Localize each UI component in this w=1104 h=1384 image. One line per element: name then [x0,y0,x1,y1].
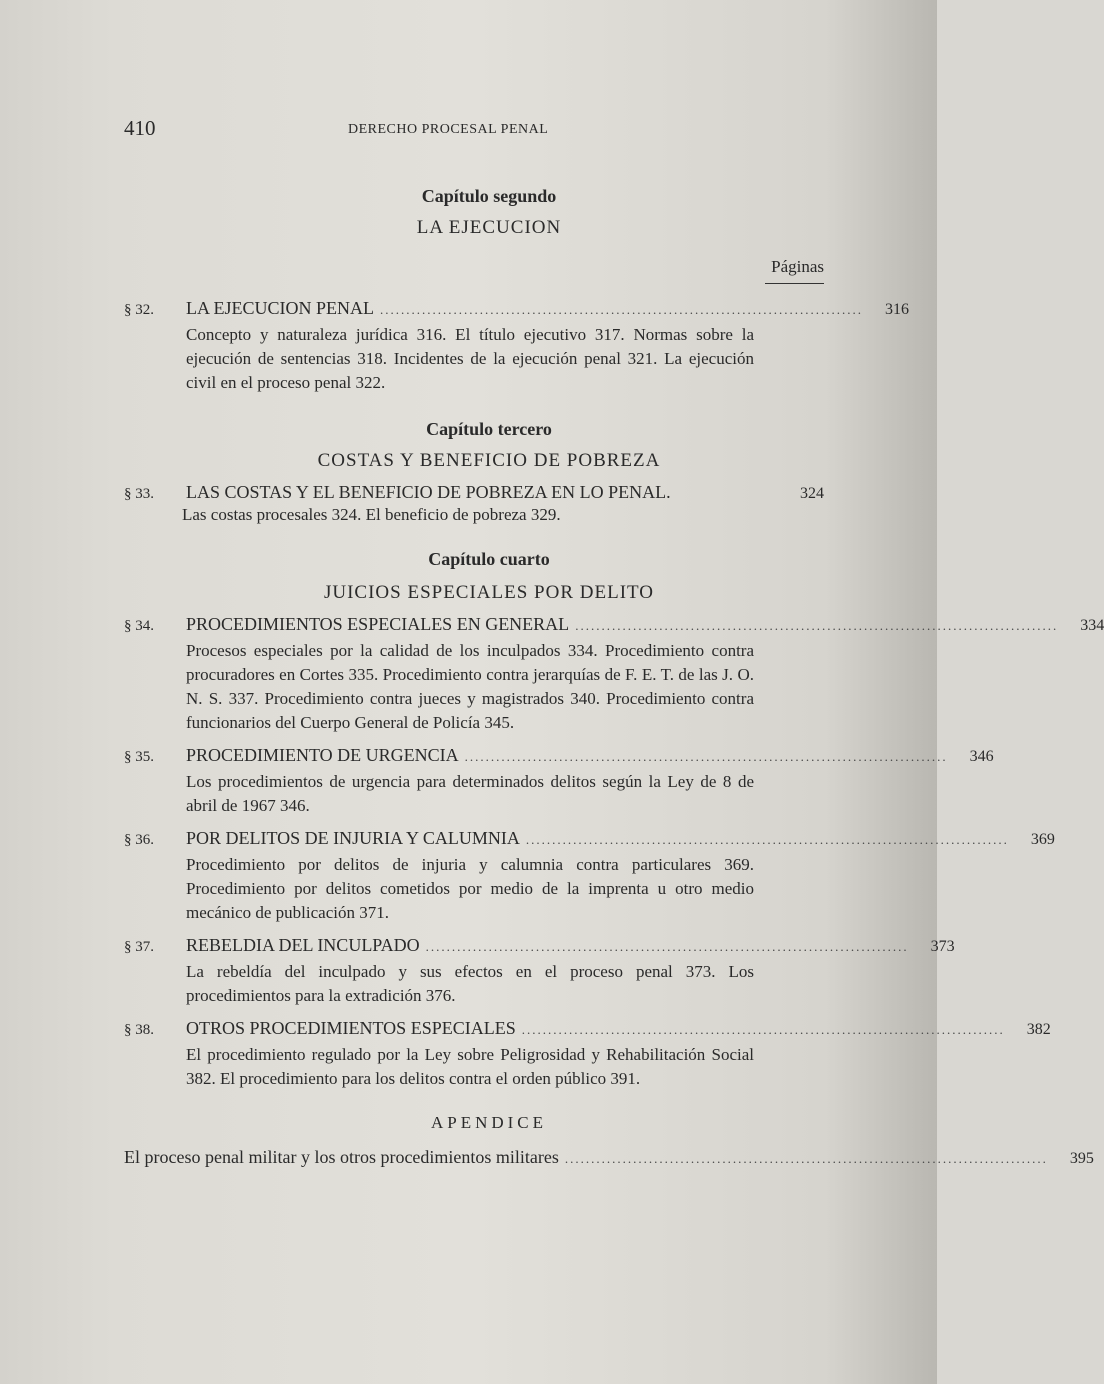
chapter-segundo [124,186,909,395]
appendix [124,1113,1094,1168]
section-number: § 38. [124,1022,154,1038]
section-description: El procedimiento regulado por la Ley sobre Peligrosidad y Rehabilitación Social 382. El procedimiento para los delitos contra el orden público 391. [186,1045,754,1088]
toc-entry [124,482,824,527]
appendix-title: APENDICE [430,1113,548,1132]
section-number: § 32. [124,302,154,318]
chapter-title: LA EJECUCION [416,217,562,238]
section-number: § 36. [124,832,154,848]
leader-dots: ............................................................................................ [525,832,1009,847]
table-of-contents [124,186,1104,1168]
chapter-label: Capítulo tercero [426,419,552,439]
chapter-label: Capítulo cuarto [428,549,550,569]
leader-dots: ............................................................................................ [464,749,948,764]
section-number: § 35. [124,749,154,765]
appendix-page: 395 [1069,1150,1094,1167]
section-page: 334 [1080,617,1104,634]
section-number: § 33. [124,486,154,502]
appendix-entry [124,1147,1094,1168]
leader-dots: ............................................................................................ [564,1151,1048,1166]
section-description: Procesos especiales por la calidad de los inculpados 334. Procedimiento contra procuradores en Cortes 335. Procedimiento contra jerarquías de F. E. T. de las J. O. N. S. 337. Procedimiento contra jueces y magistrados 340. Procedimiento contra funcionarios del Cuerpo General de Policía 345. [186,641,754,732]
section-number: § 34. [124,618,154,634]
chapter-title: COSTAS Y BENEFICIO DE POBREZA [317,450,661,471]
toc-entry [124,745,994,818]
section-description: Las costas procesales 324. El beneficio de pobreza 329. [182,505,561,524]
section-description: La rebeldía del inculpado y sus efectos en el proceso penal 373. Los procedimientos para la extradición 376. [186,962,754,1005]
section-page: 316 [885,301,909,318]
section-description: Procedimiento por delitos de injuria y calumnia contra particulares 369. Procedimiento por delitos cometidos por medio de la imprenta u otro medio mecánico de publicación 371. [186,855,754,922]
toc-entry [124,1018,1051,1091]
section-page: 346 [969,748,994,765]
leader-dots: ............................................................................................ [380,302,863,317]
section-description: Concepto y naturaleza jurídica 316. El título ejecutivo 317. Normas sobre la ejecución de sentencias 318. Incidentes de la ejecución penal 321. La ejecución civil en el proceso penal 322. [186,325,754,392]
toc-entry [124,298,909,395]
chapter-label: Capítulo segundo [421,186,557,206]
section-title: LAS COSTAS Y EL BENEFICIO DE POBREZA EN LO PENAL. [186,482,671,502]
paginas-label: Páginas [765,257,824,284]
section-page: 382 [1026,1021,1051,1038]
page-number: 410 [124,116,156,140]
paginas-column-header [124,257,824,284]
section-description: Los procedimientos de urgencia para determinados delitos según la Ley de 8 de abril de 1967 346. [186,772,754,815]
leader-dots: ............................................................................................ [425,939,909,954]
section-number: § 37. [124,939,154,955]
leader-dots: ............................................................................................ [575,618,1059,633]
section-title: PROCEDIMIENTO DE URGENCIA [186,745,459,765]
toc-entry [124,828,1055,925]
appendix-entry-title: El proceso penal militar y los otros procedimientos militares [124,1147,559,1167]
section-page: 324 [800,485,824,502]
section-title: POR DELITOS DE INJURIA Y CALUMNIA [186,828,520,848]
chapter-title: JUICIOS ESPECIALES POR DELITO [323,582,655,603]
running-head: DERECHO PROCESAL PENAL [348,122,549,137]
toc-entry [124,935,955,1008]
page-header [124,116,824,146]
section-page: 373 [930,938,955,955]
section-title: REBELDIA DEL INCULPADO [186,935,420,955]
chapter-tercero [124,419,824,527]
section-title: OTROS PROCEDIMIENTOS ESPECIALES [186,1018,516,1038]
section-title: PROCEDIMIENTOS ESPECIALES EN GENERAL [186,614,570,634]
toc-entry [124,614,1104,735]
chapter-cuarto [124,549,1104,1091]
leader-dots: ............................................................................................ [521,1022,1005,1037]
section-page: 369 [1030,831,1055,848]
section-title: LA EJECUCION PENAL [186,298,374,318]
